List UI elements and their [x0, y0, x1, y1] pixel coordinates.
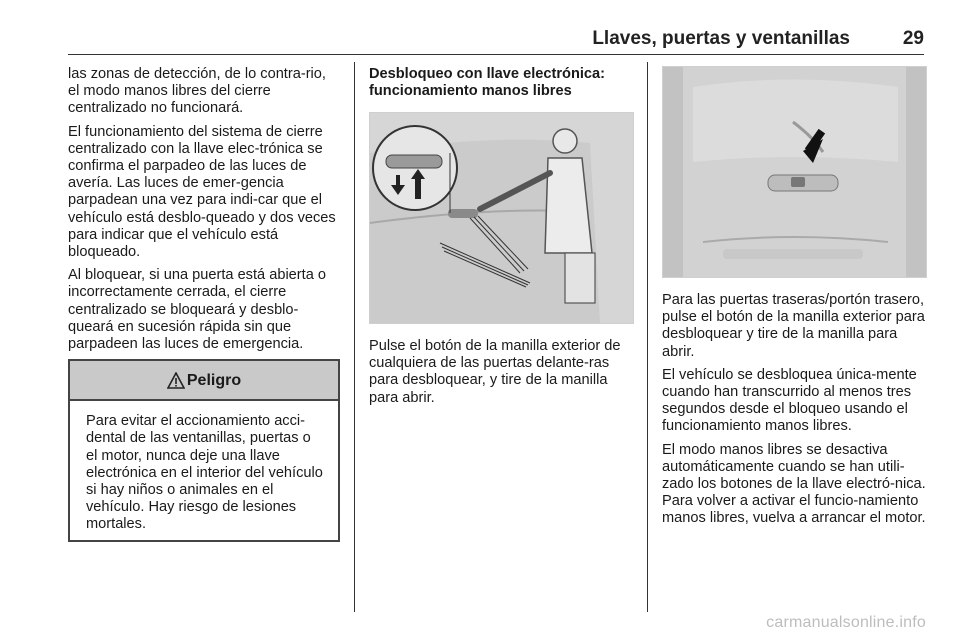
- paragraph: El modo manos libres se desactiva automáticamente cuando se han utili-zado los botones de la llave electró-nica. Para volver a activar el funcio-namiento manos libres, vuelva a arrancar el motor.: [662, 441, 926, 527]
- warning-text: Para evitar el accionamiento acci-dental de las ventanillas, puertas o el motor, nunca deje una llave electrónica en el interior del vehículo si hay niños o animales en el vehículo. Hay riesgo de lesiones mortales.: [86, 413, 323, 533]
- warning-box: [68, 359, 340, 541]
- column-divider-right: [647, 62, 648, 612]
- keyless-front-door-illustration: [369, 112, 634, 324]
- column-2: [369, 66, 633, 413]
- column-3: [662, 66, 926, 534]
- paragraph: Al bloquear, si una puerta está abierta o incorrectamente cerrada, el cierre centralizado se bloqueará y desblo-queará en sucesión rápida sin que parpadeen las luces de emergencia.: [68, 267, 326, 353]
- warning-triangle-icon: [167, 372, 185, 389]
- paragraph: Pulse el botón de la manilla exterior de cualquiera de las puertas delante-ras para desbloquear, y tire de la manilla para abrir.: [369, 338, 621, 406]
- section-heading: Desbloqueo con llave electrónica: funcionamiento manos libres: [369, 66, 606, 99]
- paragraph: El funcionamiento del sistema de cierre centralizado con la llave elec-trónica se confirma el parpadeo de las luces de avería. Las luces de emer-gencia parpadean una vez para indi-car que el vehículo está desblo-queado y dos veces para indicar que el vehículo está bloqueado.: [68, 123, 336, 261]
- paragraph: El vehículo se desbloquea única-mente cuando han transcurrido al menos tres segundos desde el bloqueo usando el funcionamiento manos libres.: [662, 366, 917, 435]
- page-header-title: Llaves, puertas y ventanillas: [592, 28, 850, 49]
- paragraph: las zonas de detección, de lo contra-rio, el modo manos libres del cierre centralizado no funcionará.: [68, 66, 326, 117]
- warning-header: [70, 361, 338, 401]
- paragraph: Para las puertas traseras/portón trasero, pulse el botón de la manilla exterior para desbloquear y tire de la manilla para abrir.: [662, 292, 925, 360]
- rear-door-handle-illustration: [662, 66, 927, 278]
- warning-title: Peligro: [186, 371, 242, 389]
- header-rule: [68, 54, 924, 55]
- watermark: carmanualsonline.info: [766, 614, 926, 631]
- column-1: [68, 66, 340, 542]
- column-divider-left: [354, 62, 355, 612]
- page-number: 29: [902, 28, 924, 49]
